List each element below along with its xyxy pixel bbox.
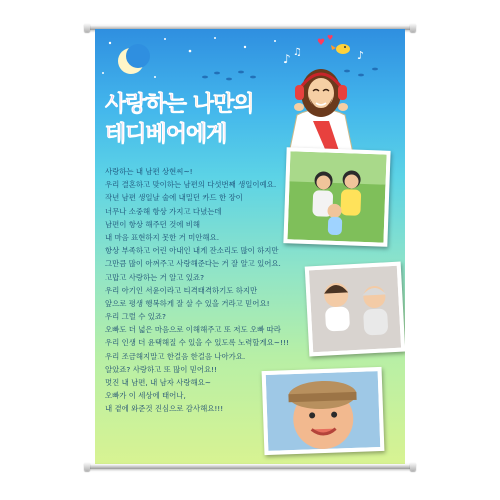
- bottom-hanging-rod: [86, 464, 414, 469]
- letter-line: 너무나 소중해 항상 가지고 다녔는데: [105, 206, 222, 216]
- letter-line: 남편이 항상 해주던 것에 비해: [105, 219, 201, 229]
- title-part-2: 나만의: [192, 92, 254, 117]
- baby-sitting-photo: [305, 262, 405, 357]
- letter-line: 멋진 내 남편, 내 남자 사랑해요~: [105, 378, 211, 387]
- banner: [95, 29, 405, 465]
- bottom-rod-cap-right: [410, 462, 416, 471]
- letter-line: 오빠가 이 세상에 태어나,: [105, 391, 186, 401]
- svg-text:♥: ♥: [327, 34, 334, 42]
- title-line-1: [105, 87, 253, 118]
- letter-line: 우리 인생 더 윤택해질 수 있을 수 있도록 노력할게요~!!!: [105, 338, 289, 348]
- bird-icon: [331, 44, 350, 54]
- letter-line: 우리 아기인 서윤이라고 티격태격하기도 하지만: [105, 285, 258, 295]
- letter-line: 우리 조금해지말고 한걸음 한걸음 나아가요.: [105, 351, 246, 361]
- family-photo: [283, 147, 390, 247]
- letter-line: 그만큼 많이 아껴주고 사랑해준다는 거 잘 알고 있어요.: [105, 259, 281, 269]
- letter-line: 앞으로 평생 행복하게 잘 살 수 있을 거라고 믿어요!: [105, 298, 270, 308]
- svg-text:♪: ♪: [357, 49, 365, 62]
- letter-line: 고맙고 사랑하는 거 알고 있죠?: [105, 272, 204, 282]
- bottom-rod-cap-left: [84, 462, 90, 471]
- letter-line: 우리 결혼하고 맞이하는 남편의 다섯번째 생일이예요.: [105, 180, 277, 190]
- top-rod-cap-left: [84, 23, 90, 32]
- letter-line: 항상 부족하고 어린 아내인 내게 잔소리도 많이 하지만: [105, 246, 279, 256]
- crescent-moon-icon: [118, 44, 150, 74]
- letter-line: 내 곁에 와준것 진심으로 감사해요!!!: [105, 404, 224, 414]
- svg-text:♫: ♫: [293, 47, 302, 58]
- svg-text:♪: ♪: [283, 52, 291, 66]
- letter-line: 오빠도 더 넓은 마음으로 이해해주고 또 저도 오빠 따라: [105, 325, 281, 335]
- svg-text:♥: ♥: [317, 38, 326, 48]
- hearts-icon: [317, 34, 333, 48]
- letter-line: 우리 그럴 수 있죠?: [105, 312, 166, 322]
- letter-line: 알았죠? 사랑하고 또 많이 믿어요!!: [105, 364, 218, 374]
- letter-line: 작년 남편 생일날 술에 내밀던 카드 한 장이: [105, 193, 243, 203]
- top-rod-cap-right: [410, 23, 416, 32]
- title-line-2: 테디베어에게: [105, 122, 227, 147]
- baby-portrait-photo: [262, 367, 385, 455]
- letter-line: 내 마음 표현하지 못한 거 미안해요.: [105, 232, 220, 242]
- letter-line: 사랑하는 내 남편 상현씨~!: [105, 167, 193, 176]
- title-part-1: 사랑하는: [105, 92, 187, 117]
